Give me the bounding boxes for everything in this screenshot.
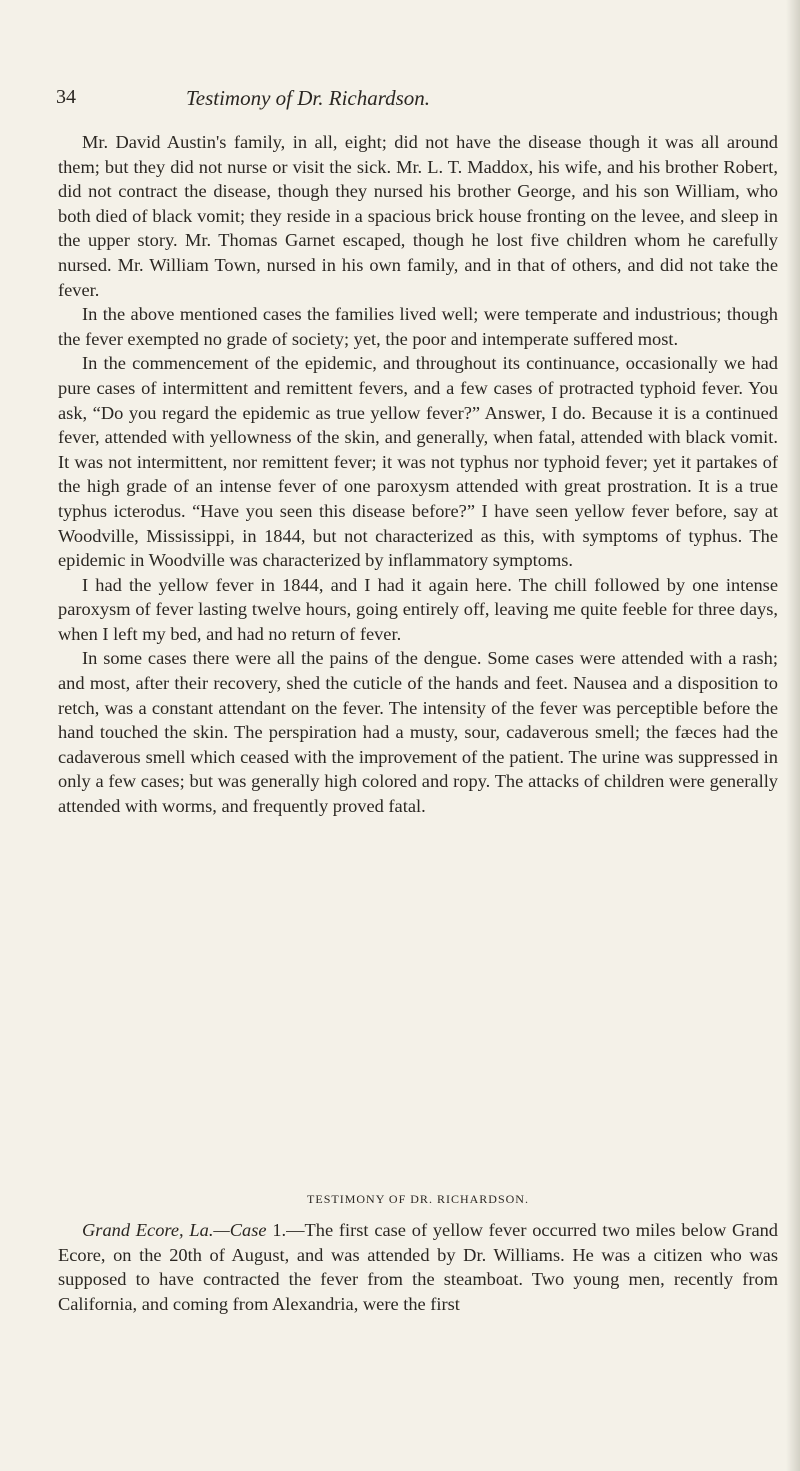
paragraph: In some cases there were all the pains of the dengue. Some cases were attended with a rash; and most, after their recovery, shed the cuticle of the hands and feet. Nausea and a disposition to retch, was a constant attendant on the fever. The intensity of the fever was perceptible before the hand touched the skin. The perspiration had a musty, sour, cadaverous smell; the fæces had the cadaverous smell which ceased with the improvement of the patient. The urine was suppressed in only a few cases; but was generally high colored and ropy. The attacks of children were generally attended with worms, and frequently proved fatal.: [58, 648, 778, 817]
running-title: Testimony of Dr. Richardson.: [186, 86, 431, 110]
testimony-text: 1.—The first case of yellow fever occurred two miles below Grand Ecore, on the 20th of August, and was attended by Dr. Williams. He was a citizen who was supposed to have contracted the fever from the steamboat. Two young men, recently from California, and coming from Alexandria, were the first: [58, 1220, 779, 1314]
paragraph: Mr. David Austin's family, in all, eight; did not have the disease though it was all around them; but they did not nurse or visit the sick. Mr. L. T. Maddox, his wife, and his brother Robert, did not contract the disease, though they nursed his brother George, and his son William, who both died of black vomit; they reside in a spacious brick house fronting on the levee, and sleep in the upper story. Mr. Thomas Garnet escaped, though he lost five children whom he carefully nursed. Mr. William Town, nursed in his own family, and in that of others, and did not take the fever.: [58, 132, 778, 300]
body-text: [58, 130, 778, 819]
case-place: Grand Ecore, La.—Case: [82, 1220, 267, 1240]
page-number: 34: [56, 86, 76, 108]
testimony-section: [58, 1218, 778, 1316]
section-heading: TESTIMONY OF DR. RICHARDSON.: [307, 1192, 529, 1206]
paragraph: In the above mentioned cases the families lived well; were temperate and industrious; though the fever exempted no grade of society; yet, the poor and intemperate suffered most.: [58, 304, 778, 349]
paragraph: In the commencement of the epidemic, and throughout its continuance, occasionally we had pure cases of intermittent and remittent fevers, and a few cases of protracted typhoid fever. You ask, “Do you regard the epidemic as true yellow fever?” Answer, I do. Because it is a continued fever, attended with yellowness of the skin, and generally, when fatal, attended with black vomit. It was not intermittent, nor remittent fever; it was not typhus nor typhoid fever; yet it partakes of the high grade of an intense fever of one paroxysm attended with great prostration. It is a true typhus icterodus. “Have you seen this disease before?” I have seen yellow fever before, say at Woodville, Mississippi, in 1844, but not characterized as this, with symptoms of typhus. The epidemic in Woodville was characterized by inflammatory symptoms.: [58, 353, 778, 571]
page-header: [56, 86, 776, 112]
page-edge-shadow: [786, 0, 800, 1471]
paragraph: I had the yellow fever in 1844, and I had it again here. The chill followed by one intense paroxysm of fever lasting twelve hours, going entirely off, leaving me quite feeble for three days, when I left my bed, and had no return of fever.: [58, 574, 778, 644]
testimony-paragraph: [58, 1218, 778, 1316]
